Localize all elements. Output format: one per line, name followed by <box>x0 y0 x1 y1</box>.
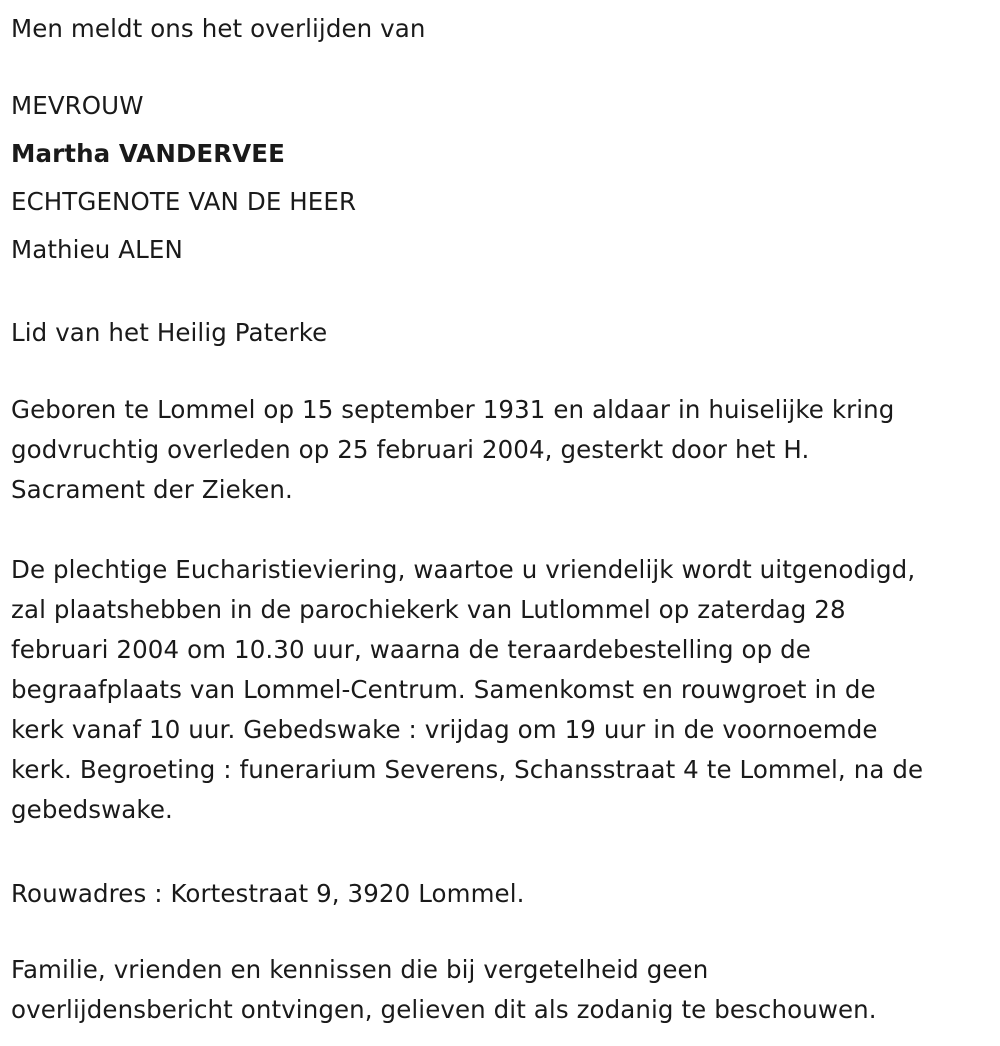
funeral-line: kerk vanaf 10 uur. Gebedswake : vrijdag om 19 uur in de voornoemde <box>11 715 878 744</box>
spouse-label: ECHTGENOTE VAN DE HEER <box>11 187 357 216</box>
intro-text: Men meldt ons het overlijden van <box>11 14 426 43</box>
funeral-line: februari 2004 om 10.30 uur, waarna de teraardebestelling op de <box>11 635 811 664</box>
birth-death-paragraph <box>11 390 993 510</box>
title-text: MEVROUW <box>11 91 144 120</box>
funeral-line: begraafplaats van Lommel-Centrum. Samenkomst en rouwgroet in de <box>11 675 876 704</box>
family-line: Familie, vrienden en kennissen die bij vergetelheid geen <box>11 955 709 984</box>
birth-death-line: Geboren te Lommel op 15 september 1931 en aldaar in huiselijke kring <box>11 395 895 424</box>
funeral-line: De plechtige Eucharistieviering, waartoe u vriendelijk wordt uitgenodigd, <box>11 555 916 584</box>
funeral-line: kerk. Begroeting : funerarium Severens, Schansstraat 4 te Lommel, na de <box>11 755 924 784</box>
deceased-name: Martha VANDERVEE <box>11 139 285 168</box>
birth-death-line: godvruchtig overleden op 25 februari 2004, gesterkt door het H. <box>11 435 810 464</box>
family-line: overlijdensbericht ontvingen, gelieven dit als zodanig te beschouwen. <box>11 995 877 1024</box>
funeral-paragraph <box>11 550 1000 830</box>
birth-death-line: Sacrament der Zieken. <box>11 475 293 504</box>
membership-text: Lid van het Heilig Paterke <box>11 318 328 347</box>
funeral-line: gebedswake. <box>11 795 173 824</box>
spouse-name: Mathieu ALEN <box>11 235 183 264</box>
deceased-block <box>11 82 356 274</box>
mourning-address: Rouwadres : Kortestraat 9, 3920 Lommel. <box>11 879 525 908</box>
family-paragraph <box>11 950 993 1030</box>
funeral-line: zal plaatshebben in de parochiekerk van Lutlommel op zaterdag 28 <box>11 595 846 624</box>
